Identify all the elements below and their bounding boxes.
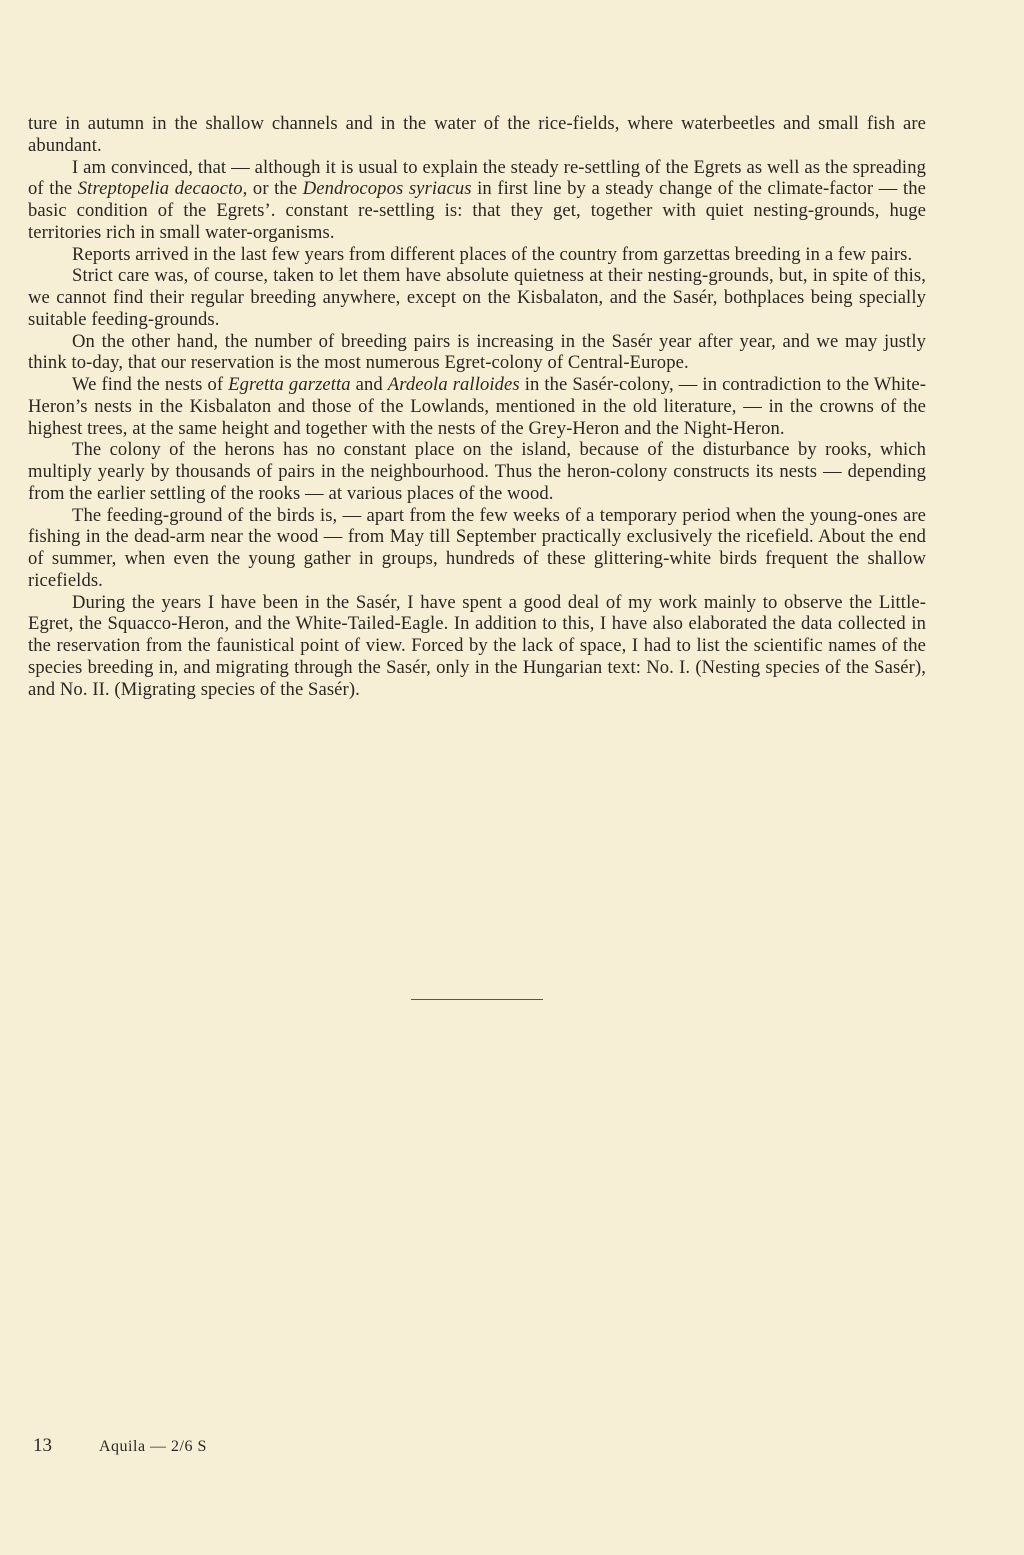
paragraph — [28, 113, 926, 157]
species-name: Dendrocopos syriacus — [302, 178, 472, 200]
text-run: I am convinced, that — although it is usual to explain the steady re-settling of the Egrets as well as the spreading of the — [28, 156, 926, 200]
text-run: in first line by a steady change of the climate-factor — the basic condition of the Egrets’. constant re-settling is: that they get, together with quiet nesting-grounds, huge territories rich in small water-organisms. — [28, 178, 927, 243]
text-run: ture in autumn in the shallow channels and in the water of the rice-fields, where waterbeetles and small fish are abundant. — [28, 113, 926, 156]
body-text — [28, 113, 926, 700]
paragraph — [28, 331, 926, 375]
paragraph — [28, 374, 926, 439]
text-run: We find the nests of — [72, 374, 229, 395]
text-run: During the years I have been in the Sasér, I have spent a good deal of my work mainly to observe the Little-Egret, the Squacco-Heron, and the White-Tailed-Eagle. In addition to this, I have also elaborated the data collected in the reservation from the faunistical point of view. Forced by the lack of space, I had to list the scientific names of the species breeding in, and migrating through the Sasér, only in the Hungarian text: No. I. (Nesting species of the Sasér), and No. II. (Migrating species of the Sasér). — [28, 591, 926, 700]
paragraph — [28, 265, 926, 330]
paragraph — [28, 592, 926, 701]
text-run: Strict care was, of course, taken to let them have absolute quietness at their nesting-grounds, but, in spite of this, we cannot find their regular breeding anywhere, except on the Kisbalaton, and the Sasér, bothplaces being specially suitable feeding-grounds. — [28, 265, 926, 330]
text-run: and — [350, 374, 388, 395]
page-footer — [33, 1434, 207, 1458]
text-run: Reports arrived in the last few years from different places of the country from garzettas breeding in a few pairs. — [72, 243, 913, 265]
species-name: Egretta garzetta — [228, 374, 351, 395]
text-run: The colony of the herons has no constant place on the island, because of the disturbance by rooks, which multiply yearly by thousands of pairs in the neighbourhood. Thus the heron-colony constructs its nests — depending from the earlier settling of the rooks — at various places of the wood. — [28, 439, 926, 504]
text-run: On the other hand, the number of breeding pairs is increasing in the Sasér year after year, and we may justly think to-day, that our reservation is the most numerous Egret-colony of Central-Europe. — [28, 330, 926, 374]
page-number: 13 — [33, 1435, 52, 1456]
journal-signature: Aquila — 2/6 S — [99, 1438, 207, 1455]
text-run: The feeding-ground of the birds is, — apart from the few weeks of a temporary period when the young-ones are fishing in the dead-arm near the wood — from May till September practically exclusively the ricefield. About the end of summer, when even the young gather in groups, hundreds of these glittering-white birds frequent the shallow ricefields. — [28, 504, 926, 591]
species-name: Streptopelia decaocto, — [77, 178, 248, 200]
species-name: Ardeola ralloides — [387, 374, 520, 395]
paragraph — [28, 244, 926, 266]
text-run: or the — [247, 178, 303, 200]
paragraph — [28, 505, 926, 592]
section-divider — [411, 999, 543, 1000]
text-run: in the Sasér-colony, — in contradiction to the White-Heron’s nests in the Kisbalaton and those of the Lowlands, mentioned in the old literature, — in the crowns of the highest trees, at the same height and together with the nests of the Grey-Heron and the Night-Heron. — [28, 374, 926, 439]
paragraph — [28, 439, 926, 504]
paragraph — [28, 157, 926, 244]
